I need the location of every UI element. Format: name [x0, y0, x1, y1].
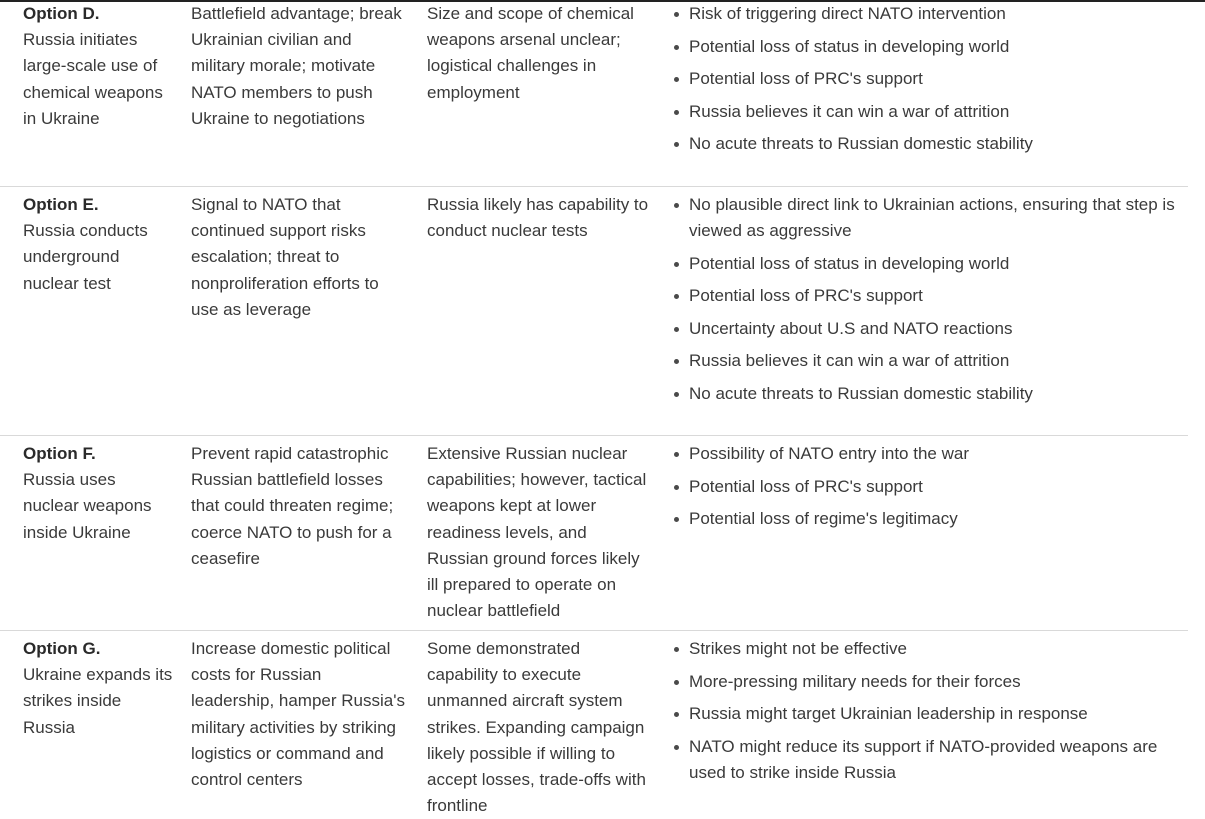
row-divider [0, 186, 1188, 187]
list-item: Potential loss of status in developing world [668, 251, 1183, 277]
constraints-list [668, 192, 1183, 407]
list-item: Uncertainty about U.S and NATO reactions [668, 316, 1183, 342]
capability-cell: Size and scope of chemical weapons arsenal unclear; logistical challenges in employment [427, 4, 634, 102]
option-description: Russia uses nuclear weapons inside Ukraine [23, 470, 152, 542]
goals-cell: Increase domestic political costs for Russian leadership, hamper Russia's military activities by striking logistics or command and control centers [191, 639, 405, 790]
option-title: Option E. [23, 195, 99, 214]
list-item: More-pressing military needs for their forces [668, 669, 1183, 695]
constraints-list [668, 1, 1183, 157]
row-divider [0, 630, 1188, 631]
list-item: Potential loss of PRC's support [668, 283, 1183, 309]
list-item: Potential loss of PRC's support [668, 474, 1183, 500]
option-cell [23, 441, 173, 546]
option-title: Option G. [23, 639, 101, 658]
constraints-cell [668, 636, 1183, 792]
list-item: Potential loss of PRC's support [668, 66, 1183, 92]
list-item: Possibility of NATO entry into the war [668, 441, 1183, 467]
option-cell [23, 636, 173, 741]
option-description: Ukraine expands its strikes inside Russia [23, 665, 173, 737]
list-item: No acute threats to Russian domestic stability [668, 131, 1183, 157]
constraints-cell [668, 441, 1183, 539]
constraints-list [668, 636, 1183, 786]
capability-cell: Some demonstrated capability to execute unmanned aircraft system strikes. Expanding campaign likely possible if willing to accept losses, trade-offs with frontline [427, 639, 646, 816]
row-divider [0, 435, 1188, 436]
list-item: Russia believes it can win a war of attrition [668, 348, 1183, 374]
list-item: Potential loss of regime's legitimacy [668, 506, 1183, 532]
goals-cell: Battlefield advantage; break Ukrainian civilian and military morale; motivate NATO members to push Ukraine to negotiations [191, 4, 402, 128]
option-description: Russia conducts underground nuclear test [23, 221, 148, 293]
list-item: Russia believes it can win a war of attrition [668, 99, 1183, 125]
list-item: No acute threats to Russian domestic stability [668, 381, 1183, 407]
option-title: Option F. [23, 444, 96, 463]
goals-cell: Prevent rapid catastrophic Russian battlefield losses that could threaten regime; coerce NATO to push for a ceasefire [191, 444, 394, 568]
option-description: Russia initiates large-scale use of chemical weapons in Ukraine [23, 30, 163, 128]
list-item: Russia might target Ukrainian leadership in response [668, 701, 1183, 727]
constraints-cell [668, 192, 1183, 413]
list-item: Potential loss of status in developing world [668, 34, 1183, 60]
list-item: NATO might reduce its support if NATO-provided weapons are used to strike inside Russia [668, 734, 1183, 786]
option-cell [23, 1, 173, 132]
option-cell [23, 192, 173, 297]
constraints-list [668, 441, 1183, 532]
capability-cell: Russia likely has capability to conduct nuclear tests [427, 195, 649, 241]
constraints-cell [668, 1, 1183, 164]
list-item: No plausible direct link to Ukrainian actions, ensuring that step is viewed as aggressive [668, 192, 1183, 244]
list-item: Strikes might not be effective [668, 636, 1183, 662]
option-title: Option D. [23, 4, 100, 23]
capability-cell: Extensive Russian nuclear capabilities; however, tactical weapons kept at lower readiness levels, and Russian ground forces likely ill prepared to operate on nuclear battlefield [427, 444, 647, 621]
goals-cell: Signal to NATO that continued support risks escalation; threat to nonproliferation efforts to use as leverage [191, 195, 379, 319]
list-item: Risk of triggering direct NATO intervention [668, 1, 1183, 27]
